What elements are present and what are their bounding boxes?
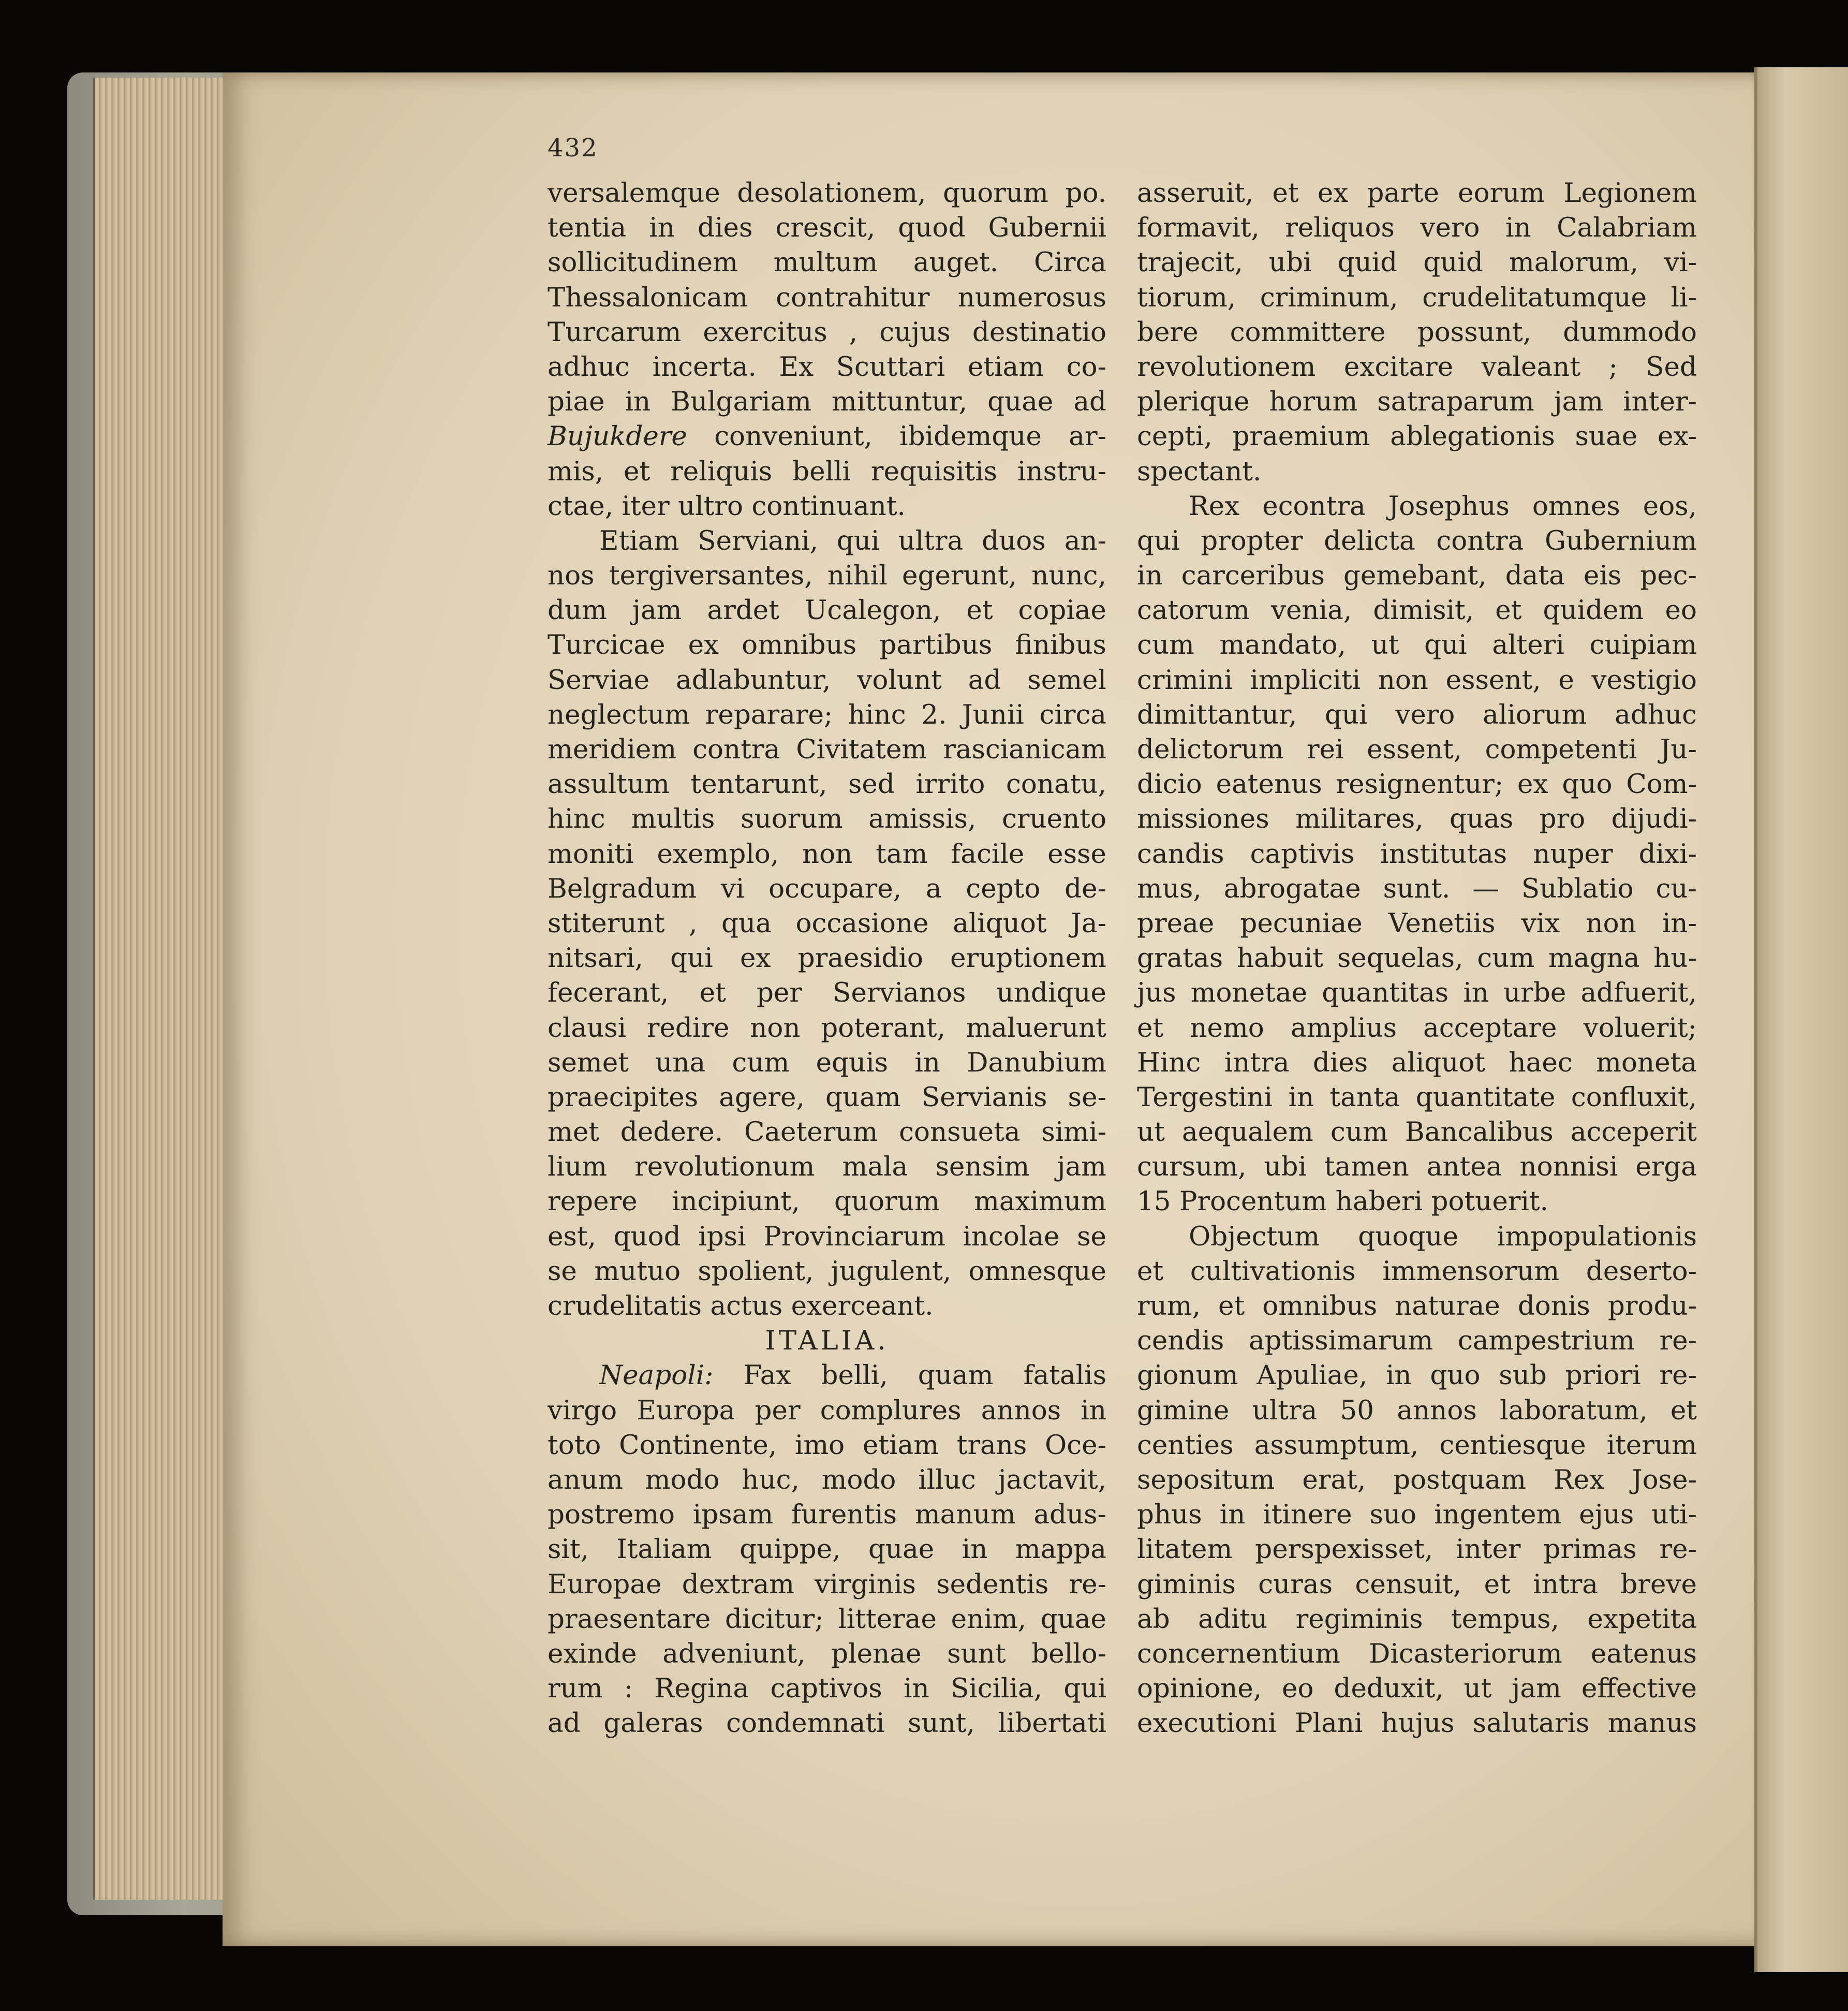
- line-text: dimittantur, qui vero aliorum adhuc: [1137, 699, 1697, 730]
- text-line: [1137, 524, 1697, 559]
- line-text: stiterunt , qua occasione aliquot Ja-: [548, 907, 1106, 939]
- text-line: [548, 1602, 1106, 1637]
- line-text: assultum tentarunt, sed irrito conatu,: [548, 769, 1106, 800]
- text-line: [548, 489, 1106, 524]
- section-heading: [548, 1324, 1106, 1358]
- line-text: plerique horum satraparum jam inter-: [1137, 386, 1697, 418]
- right-text-column: [1137, 176, 1697, 1741]
- text-line: [548, 385, 1106, 419]
- line-text: praecipites agere, quam Servianis se-: [548, 1081, 1106, 1113]
- text-line: [1137, 663, 1697, 698]
- text-line: [548, 1393, 1106, 1428]
- line-text: et cultivationis immensorum deserto-: [1137, 1255, 1697, 1287]
- text-line: [1137, 767, 1697, 802]
- line-text: sit, Italiam quippe, quae in mappa: [548, 1534, 1106, 1565]
- line-text: Thessalonicam contrahitur numerosus: [548, 282, 1106, 313]
- line-text: moniti exemplo, non tam facile esse: [548, 838, 1106, 870]
- text-line: [1137, 1463, 1697, 1498]
- line-text: et nemo amplius acceptare voluerit;: [1137, 1012, 1697, 1044]
- text-line: [1137, 837, 1697, 872]
- text-line: [548, 454, 1106, 489]
- line-text: litatem perspexisset, inter primas re-: [1137, 1534, 1697, 1565]
- line-text: met dedere. Caeterum consueta simi-: [548, 1117, 1106, 1148]
- text-line: [548, 1637, 1106, 1671]
- text-line: [1137, 941, 1697, 976]
- text-line: [548, 767, 1106, 802]
- text-line: [548, 1289, 1106, 1324]
- line-text: spectant.: [1137, 456, 1262, 487]
- text-line: [1137, 906, 1697, 941]
- line-text: centies assumptum, centiesque iterum: [1137, 1429, 1697, 1461]
- line-text: Rex econtra Josephus omnes eos,: [1189, 490, 1697, 522]
- text-line: [1137, 1393, 1697, 1428]
- line-text: catorum venia, dimisit, et quidem eo: [1137, 595, 1697, 626]
- text-line: [548, 732, 1106, 767]
- line-text: nitsari, qui ex praesidio eruptionem: [548, 943, 1106, 974]
- text-line: [1137, 559, 1697, 593]
- text-line: [1137, 1532, 1697, 1567]
- line-text: Fax belli, quam fatalis: [713, 1360, 1106, 1391]
- line-text: praesentare dicitur; litterae enim, quae: [548, 1603, 1106, 1635]
- text-line: [1137, 628, 1697, 663]
- line-text: Objectum quoque impopulationis: [1189, 1221, 1697, 1252]
- text-line: [548, 663, 1106, 698]
- text-line: [1137, 1428, 1697, 1463]
- text-line: [1137, 454, 1697, 489]
- line-text: ITALIA.: [765, 1325, 889, 1357]
- text-line: [1137, 732, 1697, 767]
- line-text: anum modo huc, modo illuc jactavit,: [548, 1464, 1106, 1495]
- text-line: [1137, 1498, 1697, 1532]
- line-text: in carceribus gemebant, data eis pec-: [1137, 560, 1697, 592]
- text-line: [1137, 802, 1697, 836]
- line-text: formavit, reliquos vero in Calabriam: [1137, 212, 1697, 244]
- text-line: [548, 245, 1106, 280]
- text-line: [1137, 176, 1697, 211]
- line-text: dum jam ardet Ucalegon, et copiae: [548, 595, 1106, 626]
- text-line: [1137, 211, 1697, 245]
- text-line: [548, 315, 1106, 350]
- line-text: Tergestini in tanta quantitate confluxit,: [1137, 1081, 1697, 1113]
- line-text: clausi redire non poterant, maluerunt: [548, 1012, 1106, 1044]
- line-text: tentia in dies crescit, quod Gubernii: [548, 212, 1106, 244]
- line-text: Turcicae ex omnibus partibus finibus: [548, 629, 1106, 661]
- line-text: hinc multis suorum amissis, cruento: [548, 803, 1106, 835]
- line-text: bere committere possunt, dummodo: [1137, 316, 1697, 348]
- line-text: crudelitatis actus exerceant.: [548, 1290, 934, 1322]
- text-line: [548, 1184, 1106, 1219]
- line-text: ctae, iter ultro continuant.: [548, 490, 906, 522]
- line-text: cum mandato, ut qui alteri cuipiam: [1137, 629, 1697, 661]
- text-line: [548, 698, 1106, 732]
- line-text: meridiem contra Civitatem rascianicam: [548, 734, 1106, 765]
- line-text: rum, et omnibus naturae donis produ-: [1137, 1290, 1697, 1322]
- text-line: [1137, 1046, 1697, 1080]
- line-text: 15 Procentum haberi potuerit.: [1137, 1186, 1548, 1217]
- line-text: adhuc incerta. Ex Scuttari etiam co-: [548, 351, 1106, 383]
- line-text: ad galeras condemnati sunt, libertati: [548, 1708, 1106, 1739]
- line-text: sepositum erat, postquam Rex Jose-: [1137, 1464, 1697, 1495]
- text-line: [1137, 1358, 1697, 1393]
- line-text: sollicitudinem multum auget. Circa: [548, 247, 1106, 278]
- text-line: [548, 176, 1106, 211]
- text-line: [1137, 245, 1697, 280]
- text-line: [1137, 1150, 1697, 1184]
- line-text: ab aditu regiminis tempus, expetita: [1137, 1603, 1697, 1635]
- line-text: cepti, praemium ablegationis suae ex-: [1137, 421, 1697, 452]
- text-line: [1137, 385, 1697, 419]
- line-text: gionum Apuliae, in quo sub priori re-: [1137, 1360, 1697, 1391]
- line-text: postremo ipsam furentis manum adus-: [548, 1499, 1106, 1531]
- line-text: revolutionem excitare valeant ; Sed: [1137, 351, 1697, 383]
- line-text: tiorum, criminum, crudelitatumque li-: [1137, 282, 1697, 313]
- line-text: qui propter delicta contra Gubernium: [1137, 525, 1697, 556]
- line-text: dicio eatenus resignentur; ex quo Com-: [1137, 769, 1697, 800]
- line-text: delictorum rei essent, competenti Ju-: [1137, 734, 1697, 765]
- line-text: conveniunt, ibidemque ar-: [687, 421, 1106, 452]
- text-line: [1137, 698, 1697, 732]
- text-line: [1137, 1254, 1697, 1289]
- line-text: trajecit, ubi quid quid malorum, vi-: [1137, 247, 1697, 278]
- page-number: 432: [548, 134, 598, 163]
- text-line: [1137, 1011, 1697, 1046]
- line-text: cursum, ubi tamen antea nonnisi erga: [1137, 1151, 1697, 1183]
- text-line: [548, 1498, 1106, 1532]
- line-text: Serviae adlabuntur, volunt ad semel: [548, 664, 1106, 696]
- line-text: fecerant, et per Servianos undique: [548, 977, 1106, 1009]
- text-line: [548, 419, 1106, 454]
- text-line: [1137, 872, 1697, 906]
- text-line: [1137, 1671, 1697, 1706]
- line-text: semet una cum equis in Danubium: [548, 1047, 1106, 1078]
- text-line: [548, 1463, 1106, 1498]
- line-text: Hinc intra dies aliquot haec moneta: [1137, 1047, 1697, 1078]
- line-text: mus, abrogatae sunt. — Sublatio cu-: [1137, 873, 1697, 904]
- line-text: executioni Plani hujus salutaris manus: [1137, 1708, 1697, 1739]
- text-line: [548, 1671, 1106, 1706]
- text-line: [1137, 350, 1697, 385]
- line-text: cendis aptissimarum campestrium re-: [1137, 1325, 1697, 1357]
- text-line: [1137, 1567, 1697, 1602]
- text-line: [548, 1150, 1106, 1184]
- text-line: [548, 1567, 1106, 1602]
- italic-word: Neapoli:: [599, 1360, 714, 1391]
- text-line: [548, 593, 1106, 628]
- line-text: neglectum reparare; hinc 2. Junii circa: [548, 699, 1106, 730]
- text-line: [1137, 1706, 1697, 1741]
- line-text: asseruit, et ex parte eorum Legionem: [1137, 178, 1697, 209]
- line-text: Europae dextram virginis sedentis re-: [548, 1568, 1106, 1600]
- text-line: [548, 1220, 1106, 1254]
- line-text: virgo Europa per complures annos in: [548, 1395, 1106, 1426]
- text-line: [548, 802, 1106, 836]
- text-line: [1137, 593, 1697, 628]
- text-line: [1137, 1220, 1697, 1254]
- text-line: [1137, 1080, 1697, 1115]
- line-text: repere incipiunt, quorum maximum: [548, 1186, 1106, 1217]
- text-line: [1137, 1184, 1697, 1219]
- line-text: est, quod ipsi Provinciarum incolae se: [548, 1221, 1106, 1252]
- line-text: gimine ultra 50 annos laboratum, et: [1137, 1395, 1697, 1426]
- text-line: [548, 976, 1106, 1010]
- text-line: [548, 872, 1106, 906]
- facing-page-edge: [1754, 67, 1848, 1972]
- text-line: [1137, 1289, 1697, 1324]
- text-line: [1137, 281, 1697, 315]
- text-line: [548, 906, 1106, 941]
- line-text: opinione, eo deduxit, ut jam effective: [1137, 1673, 1697, 1705]
- text-line: [1137, 1602, 1697, 1637]
- line-text: nos tergiversantes, nihil egerunt, nunc,: [548, 560, 1106, 592]
- text-line: [548, 1046, 1106, 1080]
- line-text: ut aequalem cum Bancalibus acceperit: [1137, 1117, 1697, 1148]
- left-text-column: [548, 176, 1106, 1741]
- line-text: toto Continente, imo etiam trans Oce-: [548, 1429, 1106, 1461]
- text-line: [548, 559, 1106, 593]
- line-text: Belgradum vi occupare, a cepto de-: [548, 873, 1106, 904]
- text-line: [548, 350, 1106, 385]
- text-line: [548, 837, 1106, 872]
- text-line: [1137, 976, 1697, 1010]
- text-line: [1137, 489, 1697, 524]
- text-line: [548, 1080, 1106, 1115]
- line-text: Turcarum exercitus , cujus destinatio: [548, 316, 1106, 348]
- line-text: jus monetae quantitas in urbe adfuerit,: [1137, 977, 1697, 1009]
- text-line: [548, 211, 1106, 245]
- line-text: versalemque desolationem, quorum po.: [548, 178, 1106, 209]
- text-line: [548, 941, 1106, 976]
- line-text: phus in itinere suo ingentem ejus uti-: [1137, 1499, 1697, 1531]
- line-text: gratas habuit sequelas, cum magna hu-: [1137, 943, 1697, 974]
- text-line: [548, 628, 1106, 663]
- line-text: piae in Bulgariam mittuntur, quae ad: [548, 386, 1106, 418]
- line-text: crimini impliciti non essent, e vestigio: [1137, 664, 1697, 696]
- text-line: [1137, 315, 1697, 350]
- text-line: [548, 1358, 1106, 1393]
- text-line: [1137, 419, 1697, 454]
- text-line: [1137, 1115, 1697, 1150]
- text-line: [548, 524, 1106, 559]
- line-text: lium revolutionum mala sensim jam: [548, 1151, 1106, 1183]
- text-line: [548, 1254, 1106, 1289]
- text-line: [1137, 1637, 1697, 1671]
- line-text: mis, et reliquis belli requisitis instru-: [548, 456, 1106, 487]
- text-line: [548, 1532, 1106, 1567]
- line-text: candis captivis institutas nuper dixi-: [1137, 838, 1697, 870]
- line-text: giminis curas censuit, et intra breve: [1137, 1568, 1697, 1600]
- line-text: concernentium Dicasteriorum eatenus: [1137, 1638, 1697, 1669]
- text-line: [548, 1706, 1106, 1741]
- line-text: exinde adveniunt, plenae sunt bello-: [548, 1638, 1106, 1669]
- italic-word: Bujukdere: [548, 421, 687, 452]
- text-line: [548, 1011, 1106, 1046]
- text-line: [1137, 1324, 1697, 1358]
- text-line: [548, 1115, 1106, 1150]
- text-line: [548, 1428, 1106, 1463]
- line-text: rum : Regina captivos in Sicilia, qui: [548, 1673, 1106, 1705]
- line-text: preae pecuniae Venetiis vix non in-: [1137, 907, 1697, 939]
- line-text: missiones militares, quas pro dijudi-: [1137, 803, 1697, 835]
- line-text: se mutuo spolient, jugulent, omnesque: [548, 1255, 1106, 1287]
- text-line: [548, 281, 1106, 315]
- line-text: Etiam Serviani, qui ultra duos an-: [599, 525, 1106, 556]
